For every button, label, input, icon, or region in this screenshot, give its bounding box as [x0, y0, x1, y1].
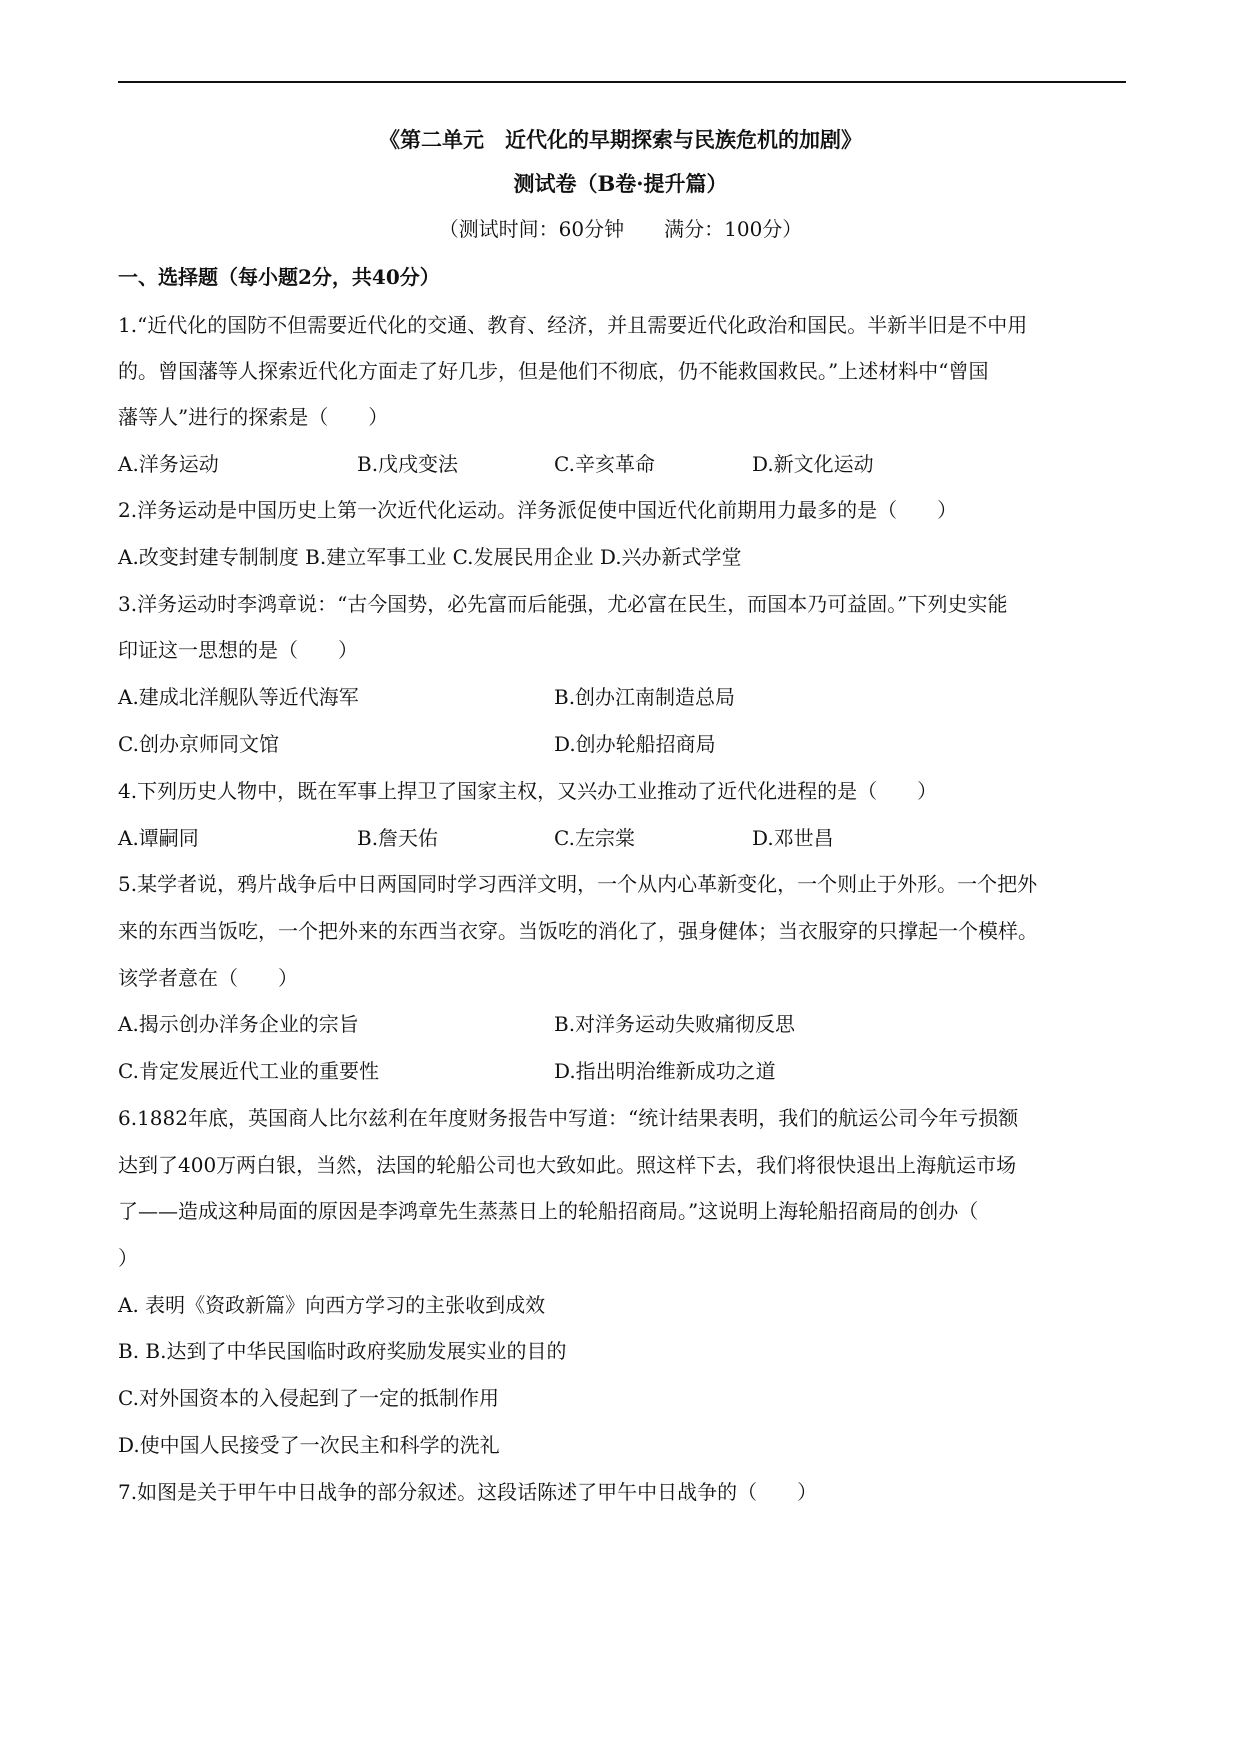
- q3-line-2: 印证这一思想的是（ ）: [118, 638, 358, 662]
- q4-option-a: A.谭嗣同: [118, 826, 199, 850]
- q5-line-1: 5.某学者说，鸦片战争后中日两国同时学习西洋文明，一个从内心革新变化，一个则止于外形。一个把外: [118, 872, 1038, 896]
- q3-option-b: B.创办江南制造总局: [554, 685, 736, 709]
- q6-option-c: C.对外国资本的入侵起到了一定的抵制作用: [118, 1386, 499, 1410]
- q3-option-a: A.建成北洋舰队等近代海军: [118, 685, 359, 709]
- q5-line-3: 该学者意在（ ）: [118, 966, 298, 990]
- exam-title: 《第二单元 近代化的早期探索与民族危机的加剧》: [379, 127, 862, 152]
- q5-option-b: B.对洋务运动失败痛彻反思: [554, 1012, 796, 1036]
- q5-option-a: A.揭示创办洋务企业的宗旨: [118, 1012, 359, 1036]
- q2-options: A.改变封建专制制度 B.建立军事工业 C.发展民用企业 D.兴办新式学堂: [118, 545, 742, 569]
- exam-meta: （测试时间：60分钟 满分：100分）: [438, 217, 803, 241]
- section-heading: 一、选择题（每小题2分，共40分）: [118, 265, 440, 289]
- q1-option-a: A.洋务运动: [118, 452, 219, 476]
- header-rule: [118, 81, 1126, 83]
- q6-line-4: ）: [118, 1246, 138, 1270]
- q3-option-d: D.创办轮船招商局: [554, 732, 716, 756]
- q5-option-d: D.指出明治维新成功之道: [554, 1059, 776, 1083]
- q6-line-1: 6.1882年底，英国商人比尔兹利在年度财务报告中写道：“统计结果表明，我们的航运公司今年亏损额: [118, 1106, 1019, 1130]
- exam-subtitle: 测试卷（B卷·提升篇）: [513, 171, 728, 196]
- q4-option-c: C.左宗棠: [554, 826, 635, 850]
- q1-line-3: 藩等人”进行的探索是（ ）: [118, 405, 389, 429]
- q2-line-1: 2.洋务运动是中国历史上第一次近代化运动。洋务派促使中国近代化前期用力最多的是（ ）: [118, 498, 958, 522]
- q7-line-1: 7.如图是关于甲午中日战争的部分叙述。这段话陈述了甲午中日战争的（ ）: [118, 1480, 818, 1504]
- q1-option-b: B.戊戌变法: [357, 452, 459, 476]
- q3-line-1: 3.洋务运动时李鸿章说：“古今国势，必先富而后能强，尤必富在民生，而国本乃可益固。”下列史实能: [118, 592, 1008, 616]
- q1-option-d: D.新文化运动: [752, 452, 874, 476]
- q1-option-c: C.辛亥革命: [554, 452, 655, 476]
- q5-line-2: 来的东西当饭吃，一个把外来的东西当衣穿。当饭吃的消化了，强身健体；当衣服穿的只撑起一个模样。: [118, 919, 1038, 943]
- q4-option-b: B.詹天佑: [357, 826, 439, 850]
- q4-option-d: D.邓世昌: [752, 826, 834, 850]
- q1-line-2: 的。曾国藩等人探索近代化方面走了好几步，但是他们不彻底，仍不能救国救民。”上述材料中“曾国: [118, 359, 989, 383]
- q6-option-a: A. 表明《资政新篇》向西方学习的主张收到成效: [118, 1293, 546, 1317]
- q6-line-3: 了——造成这种局面的原因是李鸿章先生蒸蒸日上的轮船招商局。”这说明上海轮船招商局的创办（: [118, 1199, 979, 1223]
- q4-line-1: 4.下列历史人物中，既在军事上捍卫了国家主权，又兴办工业推动了近代化进程的是（ ）: [118, 779, 938, 803]
- q6-line-2: 达到了400万两白银，当然，法国的轮船公司也大致如此。照这样下去，我们将很快退出上海航运市场: [118, 1153, 1017, 1177]
- q6-option-d: D.使中国人民接受了一次民主和科学的洗礼: [118, 1433, 500, 1457]
- q6-option-b: B. B.达到了中华民国临时政府奖励发展实业的目的: [118, 1339, 567, 1363]
- q5-option-c: C.肯定发展近代工业的重要性: [118, 1059, 379, 1083]
- q3-option-c: C.创办京师同文馆: [118, 732, 279, 756]
- q1-line-1: 1.“近代化的国防不但需要近代化的交通、教育、经济，并且需要近代化政治和国民。半新半旧是不中用: [118, 313, 1028, 337]
